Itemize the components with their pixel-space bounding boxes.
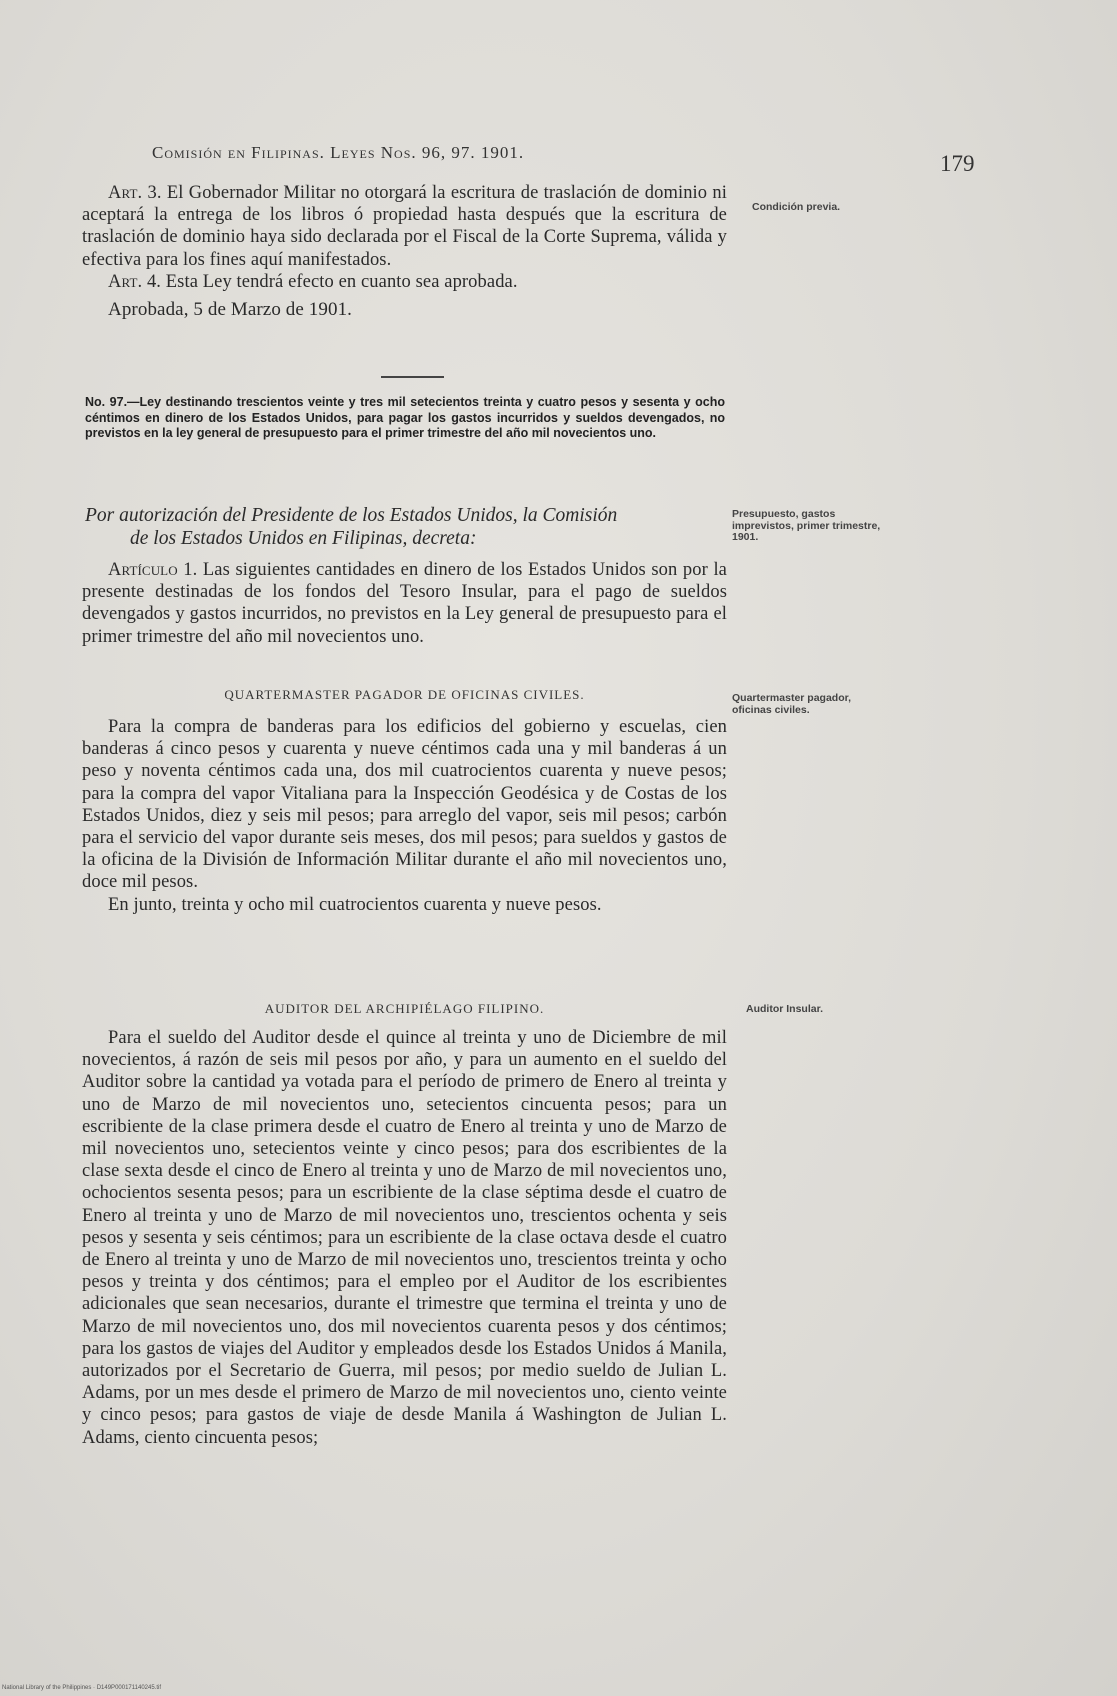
law-97-preamble (85, 504, 730, 550)
quartermaster-paragraph: Para la compra de banderas para los edificios del gobierno y escuelas, cien banderas á cinco pesos y cuarenta y nueve céntimos cada una y mil banderas á un peso y noventa céntimos cada una, dos mil cuatrocientos cuarenta y nueve pesos; para la compra del vapor Vitaliana para la Inspección Geodésica y de Costas de los Estados Unidos, diez y seis mil pesos; para arreglo del vapor, seis mil pesos; carbón para el servicio del vapor durante seis meses, dos mil pesos; para sueldos y gastos de la oficina de la División de Información Militar durante el año mil novecientos uno, doce mil pesos. (82, 717, 727, 893)
article-4-label: Art. 4. (108, 271, 162, 292)
margin-note-quartermaster: Quartermaster pagador, oficinas civiles. (732, 692, 852, 716)
approval-date: Aprobada, 5 de Marzo de 1901. (108, 299, 353, 321)
articles-3-4-block (82, 182, 727, 321)
article-4 (82, 271, 727, 293)
quartermaster-total: En junto, treinta y ocho mil cuatrocientos cuarenta y nueve pesos. (108, 894, 602, 915)
article-4-text: Esta Ley tendrá efecto en cuanto sea aprobada. (165, 271, 518, 292)
preamble-line-2: de los Estados Unidos en Filipinas, decreta: (130, 528, 477, 549)
quartermaster-block (82, 716, 727, 916)
auditor-paragraph: Para el sueldo del Auditor desde el quince al treinta y uno de Diciembre de mil novecientos, á razón de seis mil pesos por año, y para un aumento en el sueldo del Auditor sobre la cantidad ya votada para el período de primero de Enero al treinta y uno de Marzo de mil novecientos uno, setecientos cincuenta pesos; para un escribiente de la clase primera desde el cuatro de Enero al treinta y uno de Marzo de mil novecientos uno, setecientos veinte y cinco pesos; para dos escribientes de la clase sexta desde el cinco de Enero al treinta y uno de Marzo de mil novecientos uno, ochocientos sesenta pesos; para un escribiente de la clase séptima desde el cuatro de Enero al treinta y uno de Marzo de mil novecientos uno, trescientos ochenta y seis pesos y sesenta y seis céntimos; para un escribiente de la clase octava desde el cuatro de Enero al treinta y uno de Marzo de mil novecientos uno, trescientos treinta y ocho pesos y treinta y dos céntimos; para el empleo por el Auditor de los escribientes adicionales que sean necesarios, durante el trimestre que termina el treinta y uno de Marzo de mil novecientos uno, dos mil novecientos cuarenta pesos y dos céntimos; para los gastos de viajes del Auditor y empleados desde los Estados Unidos á Manila, autorizados por el Secretario de Guerra, mil pesos; por medio sueldo de Julian L. Adams, por un mes desde el primero de Marzo de mil novecientos uno, ciento veinte y cinco pesos; para gastos de viaje de desde Manila á Washington de Julian L. Adams, ciento cincuenta pesos; (82, 1028, 727, 1448)
margin-note-condicion: Condición previa. (752, 201, 841, 213)
article-3-text: El Gobernador Militar no otorgará la escritura de traslación de dominio ni aceptará la entrega de los libros ó propiedad hasta después que la escritura de traslación de dominio haya sido declarada por el Fiscal de la Corte Suprema, válida y efectiva para los fines aquí manifestados. (82, 183, 727, 270)
article-1 (82, 559, 727, 648)
article-1-label: Artículo 1. (108, 560, 198, 580)
margin-note-presupuesto: Presupuesto, gastos imprevistos, primer trimestre, 1901. (732, 508, 881, 543)
article-3 (82, 182, 727, 271)
auditor-heading: AUDITOR DEL ARCHIPIÉLAGO FILIPINO. (264, 1001, 545, 1016)
preamble-line-1: Por autorización del Presidente de los Estados Unidos, la Comisión (85, 505, 618, 526)
page-number: 179 (940, 151, 975, 176)
section-divider (381, 376, 444, 378)
article-3-label: Art. 3. (108, 183, 162, 203)
running-head: Comisión en Filipinas. Leyes Nos. 96, 97. 1901. (152, 143, 525, 162)
auditor-block (82, 1027, 727, 1449)
scan-credit: National Library of the Philippines · D149P000171140245.tif (2, 1685, 161, 1691)
margin-note-auditor: Auditor Insular. (746, 1003, 824, 1015)
article-1-block (82, 559, 727, 648)
quartermaster-heading: QUARTERMASTER PAGADOR DE OFICINAS CIVILES. (224, 687, 585, 702)
law-97-title: No. 97.—Ley destinando trescientos veinte y tres mil setecientos treinta y cuatro pesos y sesenta y ocho céntimos en dinero de los Estados Unidos, para pagar los gastos incurridos y sueldos devengados, no previstos en la ley general de presupuesto para el primer trimestre del año mil novecientos uno. (85, 395, 725, 441)
article-1-text: Las siguientes cantidades en dinero de los Estados Unidos son por la presente destinadas de los fondos del Tesoro Insular, para el pago de sueldos devengados y gastos incurridos, no previstos en la Ley general de presupuesto para el primer trimestre del año mil novecientos uno. (82, 560, 727, 647)
